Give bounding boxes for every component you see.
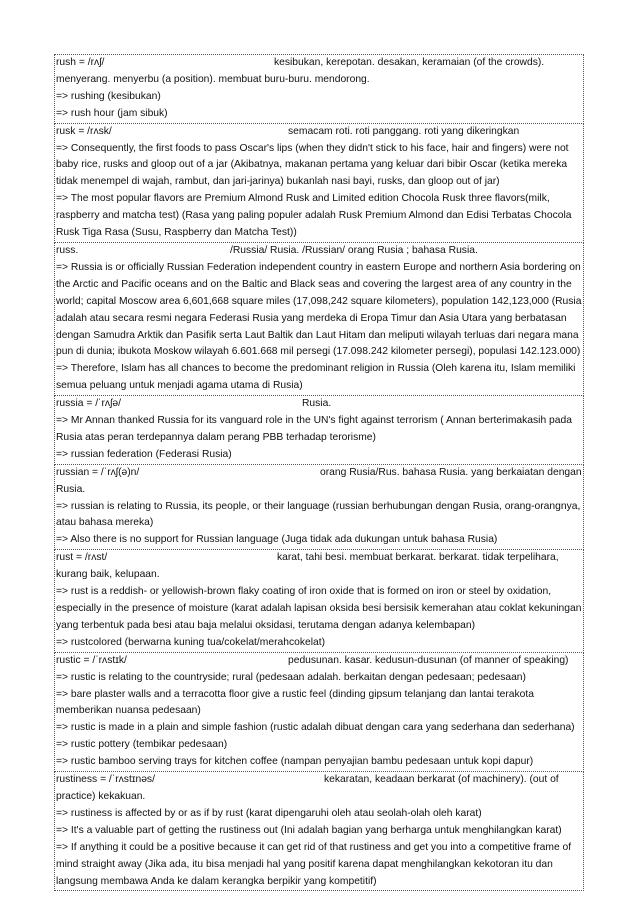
entry-line: => Consequently, the first foods to pass Oscar's lips (when they didn't stick to his face, hair and fingers) were not baby rice, rusks and gloop out of a jar (Akibatnya, makanan pertama yang keluar dari bibir Oscar (ketika mereka tidak menempel di wajah, rambut, dan jari-jarinya) bukanlah nasi bayi, rusks, dan gloop out of jar) xyxy=(56,142,569,188)
entry-translation-continued: kurang baik, kelupaan. xyxy=(56,569,160,581)
entry-line: => bare plaster walls and a terracotta floor give a rustic feel (dinding gipsum telanjang dan lantai terakota memberikan nuansa pedesaan) xyxy=(56,688,534,717)
entry-line: => If anything it could be a positive because it can get rid of that rustiness and get you into a competitive frame of mind straight away (Jika ada, itu bisa menjadi hal yang positif karena dapat menghilangkan kekotoran itu dan langsung membawa Anda ke dalam kerangka berpikir yang kompetitif) xyxy=(56,841,572,887)
entry-translation-continued: Rusia. xyxy=(56,483,86,495)
dictionary-entry-rustiness xyxy=(54,772,584,891)
entry-line: => russian is relating to Russia, its people, or their language (russian berhubungan dengan Rusia, orang-orangnya, atau bahasa mereka) xyxy=(56,500,581,529)
entry-translation: pedusunan. kasar. kedusun-dusunan (of manner of speaking) xyxy=(286,653,569,670)
entry-translation: orang Rusia/Rus. bahasa Rusia. yang berkaiatan dengan xyxy=(318,465,582,482)
entry-term: russian = /ˈrʌʃ(ə)n/ xyxy=(56,466,140,478)
entry-line: => rustiness is affected by or as if by rust (karat dipengaruhi oleh atau seolah-olah oleh karat) xyxy=(56,807,482,819)
entry-translation: /Russia/ Rusia. /Russian/ orang Rusia ; bahasa Rusia. xyxy=(228,243,478,260)
entry-line: => Russia is or officially Russian Federation independent country in eastern Europe and northern Asia bordering on the Arctic and Pacific oceans and on the Baltic and Black seas and covering the largest area of any country in the world; capital Moscow area 6,601,668 square miles (17,098,242 square kilometers), population 142,123,000 (Rusia adalah atau secara resmi negara Federasi Rusia yang merdeka di Eropa Timur dan Asia Utara yang berbatasan dengan Samudra Arktik dan Pasifik serta Laut Baltik dan Laut Hitam dan meliputi wilayah terluas dari negara mana pun di dunia; ibukota Moskow wilayah 6.601.668 mil persegi (17.098.242 kilometer persegi), populasi 142.123.000) xyxy=(56,261,582,358)
entry-term: rusk = /rʌsk/ xyxy=(56,125,112,137)
entry-term: rustiness = /ˈrʌstɪnəs/ xyxy=(56,774,155,786)
entry-term: rush = /rʌʃ/ xyxy=(56,57,105,68)
entry-term: russia = /ˈrʌʃə/ xyxy=(56,398,121,410)
entry-line: => rushing (kesibukan) xyxy=(56,90,161,102)
entry-translation-continued: practice) kekakuan. xyxy=(56,790,146,802)
entry-header xyxy=(56,396,582,413)
entry-header xyxy=(56,653,582,670)
entry-line: => rustic bamboo serving trays for kitchen coffee (nampan penyajian bambu pedesaan untuk kopi dapur) xyxy=(56,756,534,768)
entry-term: rustic = /ˈrʌstɪk/ xyxy=(56,654,127,666)
entry-line: => rush hour (jam sibuk) xyxy=(56,107,168,119)
entry-translation-continued: menyerang. menyerbu (a position). membuat buru-buru. mendorong. xyxy=(56,73,370,85)
entry-header xyxy=(56,772,582,789)
entry-header xyxy=(56,243,582,260)
dictionary-entry-rustic xyxy=(54,653,584,772)
entry-header xyxy=(56,55,582,72)
entry-line: => rustic is relating to the countryside; rural (pedesaan adalah. berkaitan dengan pedesaan; pedesaan) xyxy=(56,671,526,683)
entry-line: => russian federation (Federasi Rusia) xyxy=(56,448,232,460)
entry-header xyxy=(56,465,582,482)
entry-term: rust = /rʌst/ xyxy=(56,552,108,564)
entry-translation: kesibukan, kerepotan. desakan, keramaian (of the crowds). xyxy=(272,55,544,72)
entry-translation: kekaratan, keadaan berkarat (of machinery). (out of xyxy=(322,772,559,789)
entry-line: => Also there is no support for Russian language (Juga tidak ada dukungan untuk bahasa Rusia) xyxy=(56,534,498,546)
entry-term: russ. xyxy=(56,244,79,256)
dictionary-entry-rusk xyxy=(54,124,584,243)
entry-translation: Rusia. xyxy=(300,396,331,413)
dictionary-entry-rush xyxy=(54,54,584,124)
entry-line: => rustic pottery (tembikar pedesaan) xyxy=(56,739,228,751)
entry-header xyxy=(56,550,582,567)
entry-line: => It's a valuable part of getting the rustiness out (Ini adalah bagian yang berharga untuk menghilangkan karat) xyxy=(56,824,562,836)
entry-translation: karat, tahi besi. membuat berkarat. berkarat. tidak terpelihara, xyxy=(275,550,559,567)
dictionary-entry-russian xyxy=(54,465,584,551)
entry-line: => rustic is made in a plain and simple fashion (rustic adalah dibuat dengan cara yang sederhana dan sederhana) xyxy=(56,722,575,734)
entry-line: => rust is a reddish- or yellowish-brown flaky coating of iron oxide that is formed on iron or steel by oxidation, especially in the presence of moisture (karat adalah lapisan oksida besi bersisik kemerahan atau coklat kekuningan yang terbentuk pada besi atau baja melalui oksidasi, terutama dengan adanya kelembapan) xyxy=(56,586,582,631)
entry-line: => The most popular flavors are Premium Almond Rusk and Limited edition Chocola Rusk three flavors(milk, raspberry and matcha test) (Rasa yang paling populer adalah Rusk Premium Almond dan Edisi Terbatas Chocola Rusk Tiga Rasa (Susu, Raspberry dan Matcha Test)) xyxy=(56,193,572,239)
entry-line: => rustcolored (berwarna kuning tua/cokelat/merahcokelat) xyxy=(56,636,326,648)
entry-line: => Therefore, Islam has all chances to become the predominant religion in Russia (Oleh karena itu, Islam memiliki semua peluang untuk menjadi agama utama di Rusia) xyxy=(56,363,576,392)
dictionary-entry-russ xyxy=(54,243,584,396)
entry-translation: semacam roti. roti panggang. roti yang dikeringkan xyxy=(286,124,519,141)
entry-header xyxy=(56,124,582,141)
entry-line: => Mr Annan thanked Russia for its vanguard role in the UN's fight against terrorism ( Annan berterimakasih pada Rusia atas peran terdepannya dalam perang PBB terhadap terorisme) xyxy=(56,415,572,443)
dictionary-entry-rust xyxy=(54,550,584,652)
dictionary-document xyxy=(54,54,584,891)
dictionary-entry-russia xyxy=(54,396,584,465)
